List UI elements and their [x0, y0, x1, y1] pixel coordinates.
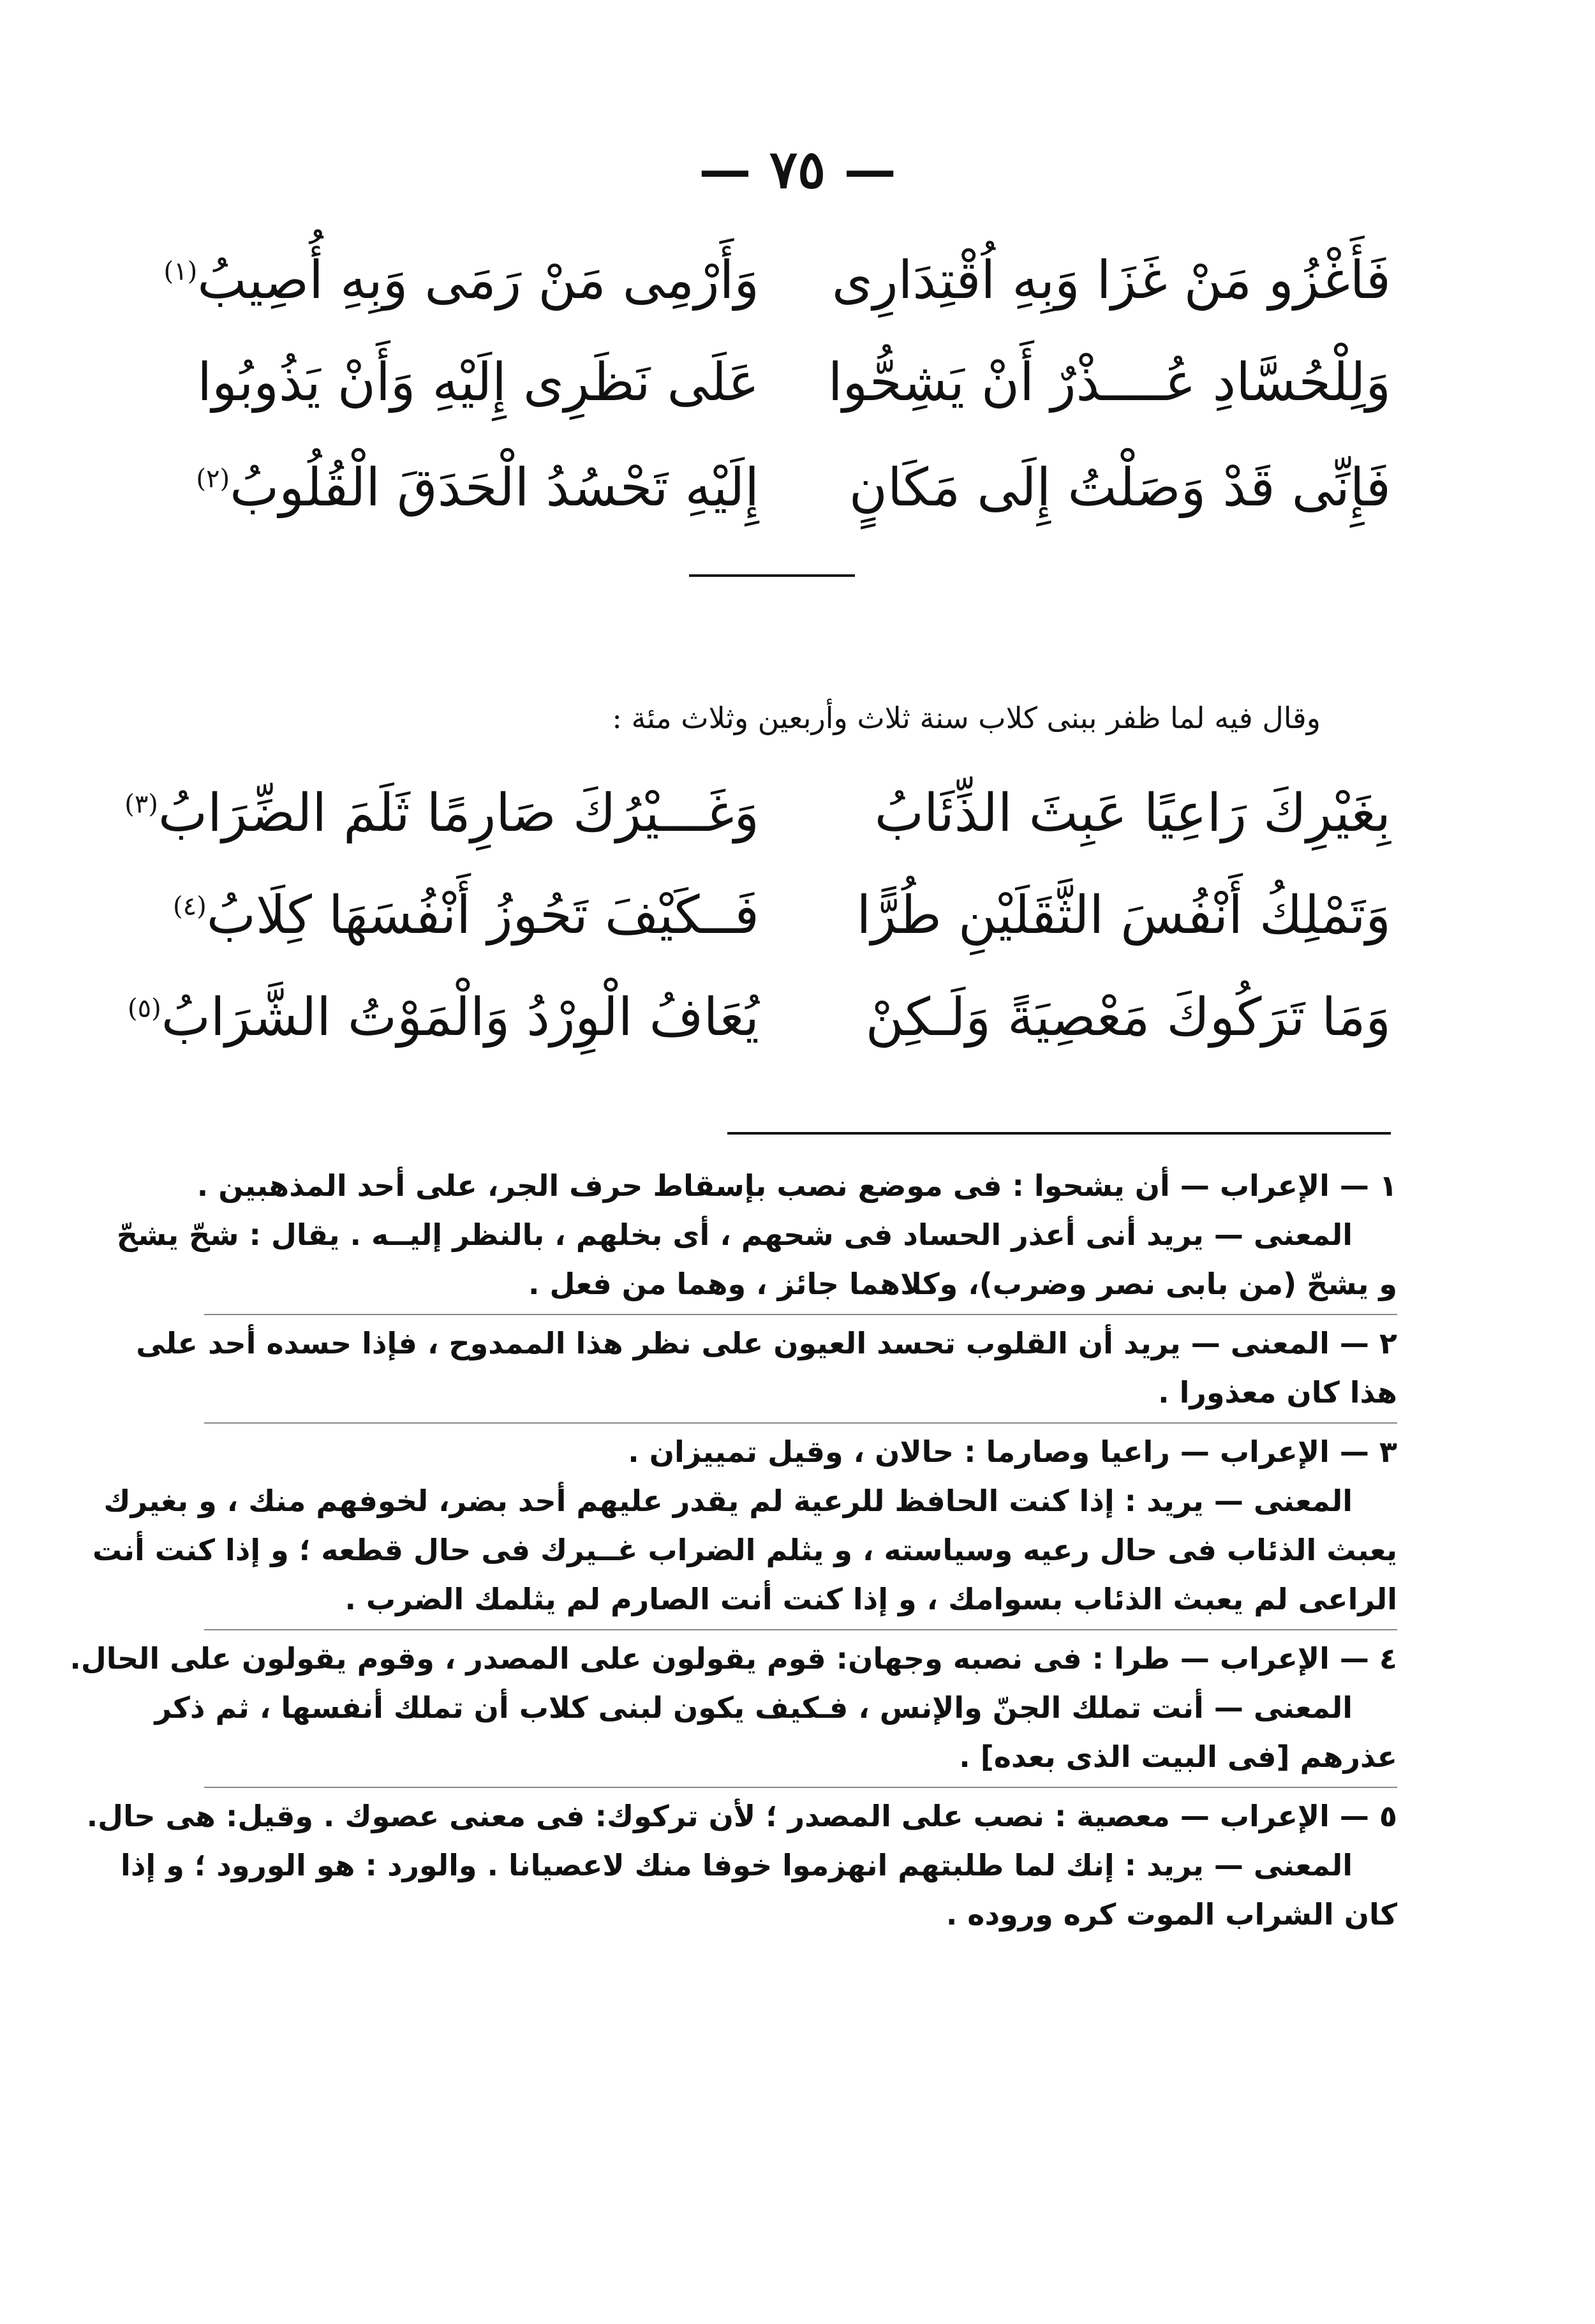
note-separator [204, 1422, 1397, 1424]
footnote-line: ٣ — الإعراب — راعيا وصارما : حالان ، وقيل تمييزان . [628, 1434, 1397, 1469]
verse-second-hemistich [163, 239, 759, 322]
verse-line [124, 772, 1391, 855]
poem-introduction: وقال فيه لما ظفر ببنى كلاب سنة ثلاث وأربعين وثلاث مئة : [612, 701, 1321, 735]
page-number: — ٧٥ — [699, 139, 896, 200]
verse-first-hemistich: فَإِنِّى قَدْ وَصَلْتُ إِلَى مَكَانٍ [849, 458, 1391, 518]
verse-first-hemistich: فَأَغْزُو مَنْ غَزَا وَبِهِ اُقْتِدَارِى [831, 250, 1391, 311]
footnote-line: عذرهم [فى البيت الذى بعده] . [959, 1739, 1397, 1774]
verse-line [197, 341, 1391, 424]
hemistich-text: فَــكَيْفَ تَحُوزُ أَنْفُسَهَا كِلَابُ [206, 885, 759, 946]
footnotes [70, 1161, 1397, 1944]
footnote-line: ٥ — الإعراب — معصية : نصب على المصدر ؛ لأن تركوك: فى معنى عصوك . وقيل: هى حال. [86, 1799, 1397, 1833]
verse-second-hemistich [196, 447, 759, 530]
footnote-mark: (٤) [173, 891, 207, 921]
verse-second-hemistich [197, 341, 759, 424]
footnote-mark: (١) [163, 257, 198, 287]
verse-first-hemistich: وَتَمْلِكُ أَنْفُسَ الثَّقَلَيْنِ طُرًّا [856, 885, 1391, 946]
footnote-line: و يشحّ (من بابى نصر وضرب)، وكلاهما جائز ، وهما من فعل . [528, 1267, 1397, 1301]
note-separator [204, 1629, 1397, 1630]
footnotes-divider [727, 1132, 1391, 1135]
footnote-5 [86, 1792, 1397, 1939]
verse-second-hemistich [173, 874, 759, 957]
hemistich-text: وَغَـــيْرُكَ صَارِمًا ثَلَمَ الضِّرَابُ [158, 783, 759, 844]
footnote-line: المعنى — يريد : إنك لما طلبتهم انهزموا خوفا منك لاعصيانا . والورد : هو الورود ؛ و إذا [121, 1848, 1353, 1882]
footnote-line: هذا كان معذورا . [1158, 1375, 1397, 1410]
verse-first-hemistich: وَلِلْحُسَّادِ عُــــذْرٌ أَنْ يَشِحُّوا [827, 352, 1391, 413]
footnote-line: ٢ — المعنى — يريد أن القلوب تحسد العيون على نظر هذا الممدوح ، فإذا حسده أحد على [136, 1326, 1397, 1360]
verse-line [196, 447, 1391, 530]
footnote-2 [136, 1319, 1397, 1417]
footnote-line: الراعى لم يعبث الذئاب بسوامك ، و إذا كنت أنت الصارم لم يثلمك الضرب . [345, 1582, 1397, 1616]
footnote-line: المعنى — يريد : إذا كنت الحافظ للرعية لم يقدر عليهم أحد بضر، لخوفهم منك ، و بغيرك [103, 1484, 1353, 1518]
verse-second-hemistich [128, 976, 759, 1059]
verse-line [173, 874, 1391, 957]
footnote-4 [70, 1634, 1397, 1782]
verse-first-hemistich: بِغَيْرِكَ رَاعِيًا عَبِثَ الذِّئَابُ [874, 783, 1391, 844]
verse-second-hemistich [124, 772, 759, 855]
section-divider [689, 574, 855, 577]
footnote-mark: (٣) [124, 789, 158, 819]
hemistich-text: وَأَرْمِى مَنْ رَمَى وَبِهِ أُصِيبُ [197, 250, 759, 311]
note-separator [204, 1314, 1397, 1315]
footnote-3 [93, 1427, 1397, 1624]
hemistich-text: عَلَى نَظَرِى إِلَيْهِ وَأَنْ يَذُوبُوا [197, 352, 759, 413]
footnote-line: كان الشراب الموت كره وروده . [946, 1897, 1397, 1932]
poem-block-1 [163, 239, 1391, 539]
footnote-line: ١ — الإعراب — أن يشحوا : فى موضع نصب بإسقاط حرف الجر، على أحد المذهبين . [197, 1168, 1397, 1203]
verse-first-hemistich: وَمَا تَرَكُوكَ مَعْصِيَةً وَلَـكِنْ [865, 987, 1391, 1048]
poem-block-2 [124, 772, 1391, 1072]
hemistich-text: إِلَيْهِ تَحْسُدُ الْحَدَقَ الْقُلُوبُ [230, 458, 759, 518]
verse-line [128, 976, 1391, 1059]
footnote-line: المعنى — يريد أنى أعذر الحساد فى شحهم ، أى بخلهم ، بالنظر إليــه . يقال : شحّ يشحّ [116, 1218, 1353, 1252]
footnote-1 [116, 1161, 1397, 1309]
footnote-mark: (٥) [128, 994, 161, 1024]
footnote-line: المعنى — أنت تملك الجنّ والإنس ، فـكيف يكون لبنى كلاب أن تملك أنفسها ، ثم ذكر [154, 1690, 1353, 1725]
footnote-mark: (٢) [196, 464, 230, 494]
hemistich-text: يُعَافُ الْوِرْدُ وَالْمَوْتُ الشَّرَابُ [161, 987, 759, 1048]
note-separator [204, 1787, 1397, 1788]
footnote-line: يعبث الذئاب فى حال رعيه وسياسته ، و يثلم الضراب غــيرك فى حال قطعه ؛ و إذا كنت أنت [93, 1533, 1397, 1567]
footnote-line: ٤ — الإعراب — طرا : فى نصبه وجهان: قوم يقولون على المصدر ، وقوم يقولون على الحال. [70, 1641, 1397, 1676]
verse-line [163, 239, 1391, 322]
